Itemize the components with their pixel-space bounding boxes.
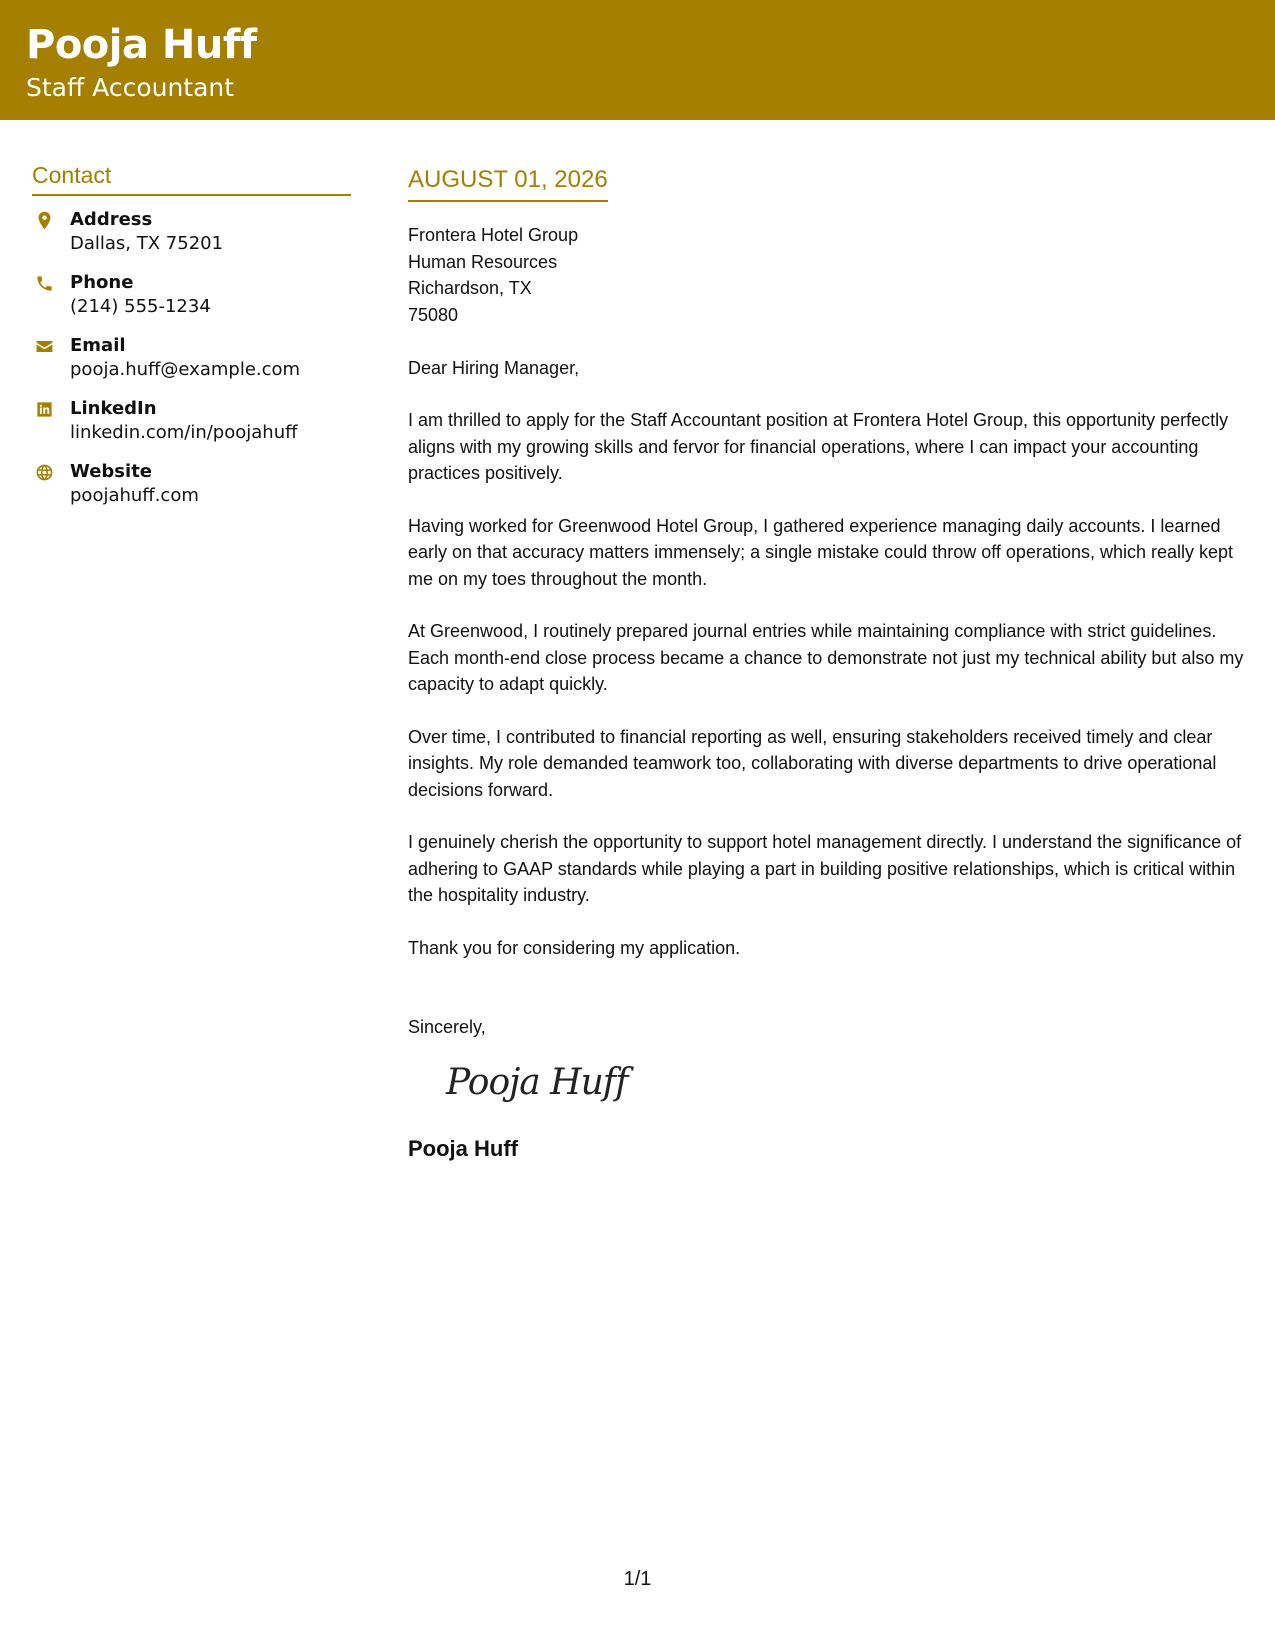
recipient-address xyxy=(408,222,1248,328)
job-title: Staff Accountant xyxy=(26,73,235,102)
header-banner xyxy=(0,0,1275,120)
address-value: Dallas, TX 75201 xyxy=(70,233,224,254)
letter-date: AUGUST 01, 2026 xyxy=(408,166,608,202)
contact-list xyxy=(32,208,351,523)
body-paragraph: Over time, I contributed to financial reporting as well, ensuring stakeholders received timely and clear insights. My role demanded teamwork too, collaborating with diverse departments to drive operational decisions forward. xyxy=(408,726,1217,800)
body-paragraph: I genuinely cherish the opportunity to support hotel management directly. I understand the significance of adhering to GAAP standards while playing a part in building positive relationships, which is critical within the hospitality industry. xyxy=(408,832,1242,905)
signer-name: Pooja Huff xyxy=(408,1136,518,1161)
closing: Sincerely, xyxy=(408,1017,486,1037)
linkedin-icon xyxy=(34,399,54,419)
recipient-line: Human Resources xyxy=(408,251,558,272)
recipient-line: 75080 xyxy=(408,304,459,325)
body-paragraph: I am thrilled to apply for the Staff Accountant position at Frontera Hotel Group, this opportunity perfectly aligns with my growing skills and fervor for financial operations, where I can impact your accounting practices positively. xyxy=(408,410,1229,483)
contact-heading: Contact xyxy=(32,162,351,196)
salutation: Dear Hiring Manager, xyxy=(408,358,580,378)
contact-sidebar xyxy=(32,162,351,523)
handwritten-signature: Pooja Huff xyxy=(446,1062,628,1103)
contact-item-linkedin xyxy=(32,397,351,460)
contact-label: Phone xyxy=(70,272,134,293)
contact-label: LinkedIn xyxy=(70,398,157,419)
phone-value: (214) 555-1234 xyxy=(70,296,211,317)
contact-label: Website xyxy=(70,461,153,482)
contact-item-website xyxy=(32,460,351,523)
contact-item-phone xyxy=(32,271,351,334)
contact-label: Email xyxy=(70,335,126,356)
body-paragraph: Thank you for considering my application. xyxy=(408,937,741,958)
globe-icon xyxy=(34,462,54,482)
letter-body xyxy=(408,166,1248,1162)
phone-icon xyxy=(34,273,54,293)
email-link[interactable]: pooja.huff@example.com xyxy=(70,359,301,380)
page-number: 1/1 xyxy=(623,1568,652,1590)
body-paragraph: At Greenwood, I routinely prepared journal entries while maintaining compliance with strict guidelines. Each month-end close process became a chance to demonstrate not just my technical ability but also my capacity to adapt quickly. xyxy=(408,621,1244,694)
body-paragraph: Having worked for Greenwood Hotel Group, I gathered experience managing daily accounts. I learned early on that accuracy matters immensely; a single mistake could throw off operations, which really kept me on my toes throughout the month. xyxy=(408,515,1234,589)
recipient-line: Frontera Hotel Group xyxy=(408,225,579,245)
linkedin-link[interactable]: linkedin.com/in/poojahuff xyxy=(70,422,298,443)
contact-item-address xyxy=(32,208,351,271)
map-pin-icon xyxy=(34,210,54,230)
website-link[interactable]: poojahuff.com xyxy=(70,485,199,506)
envelope-icon xyxy=(34,336,54,356)
candidate-name: Pooja Huff xyxy=(26,22,257,68)
contact-label: Address xyxy=(70,209,153,230)
recipient-line: Richardson, TX xyxy=(408,278,532,298)
contact-item-email xyxy=(32,334,351,397)
